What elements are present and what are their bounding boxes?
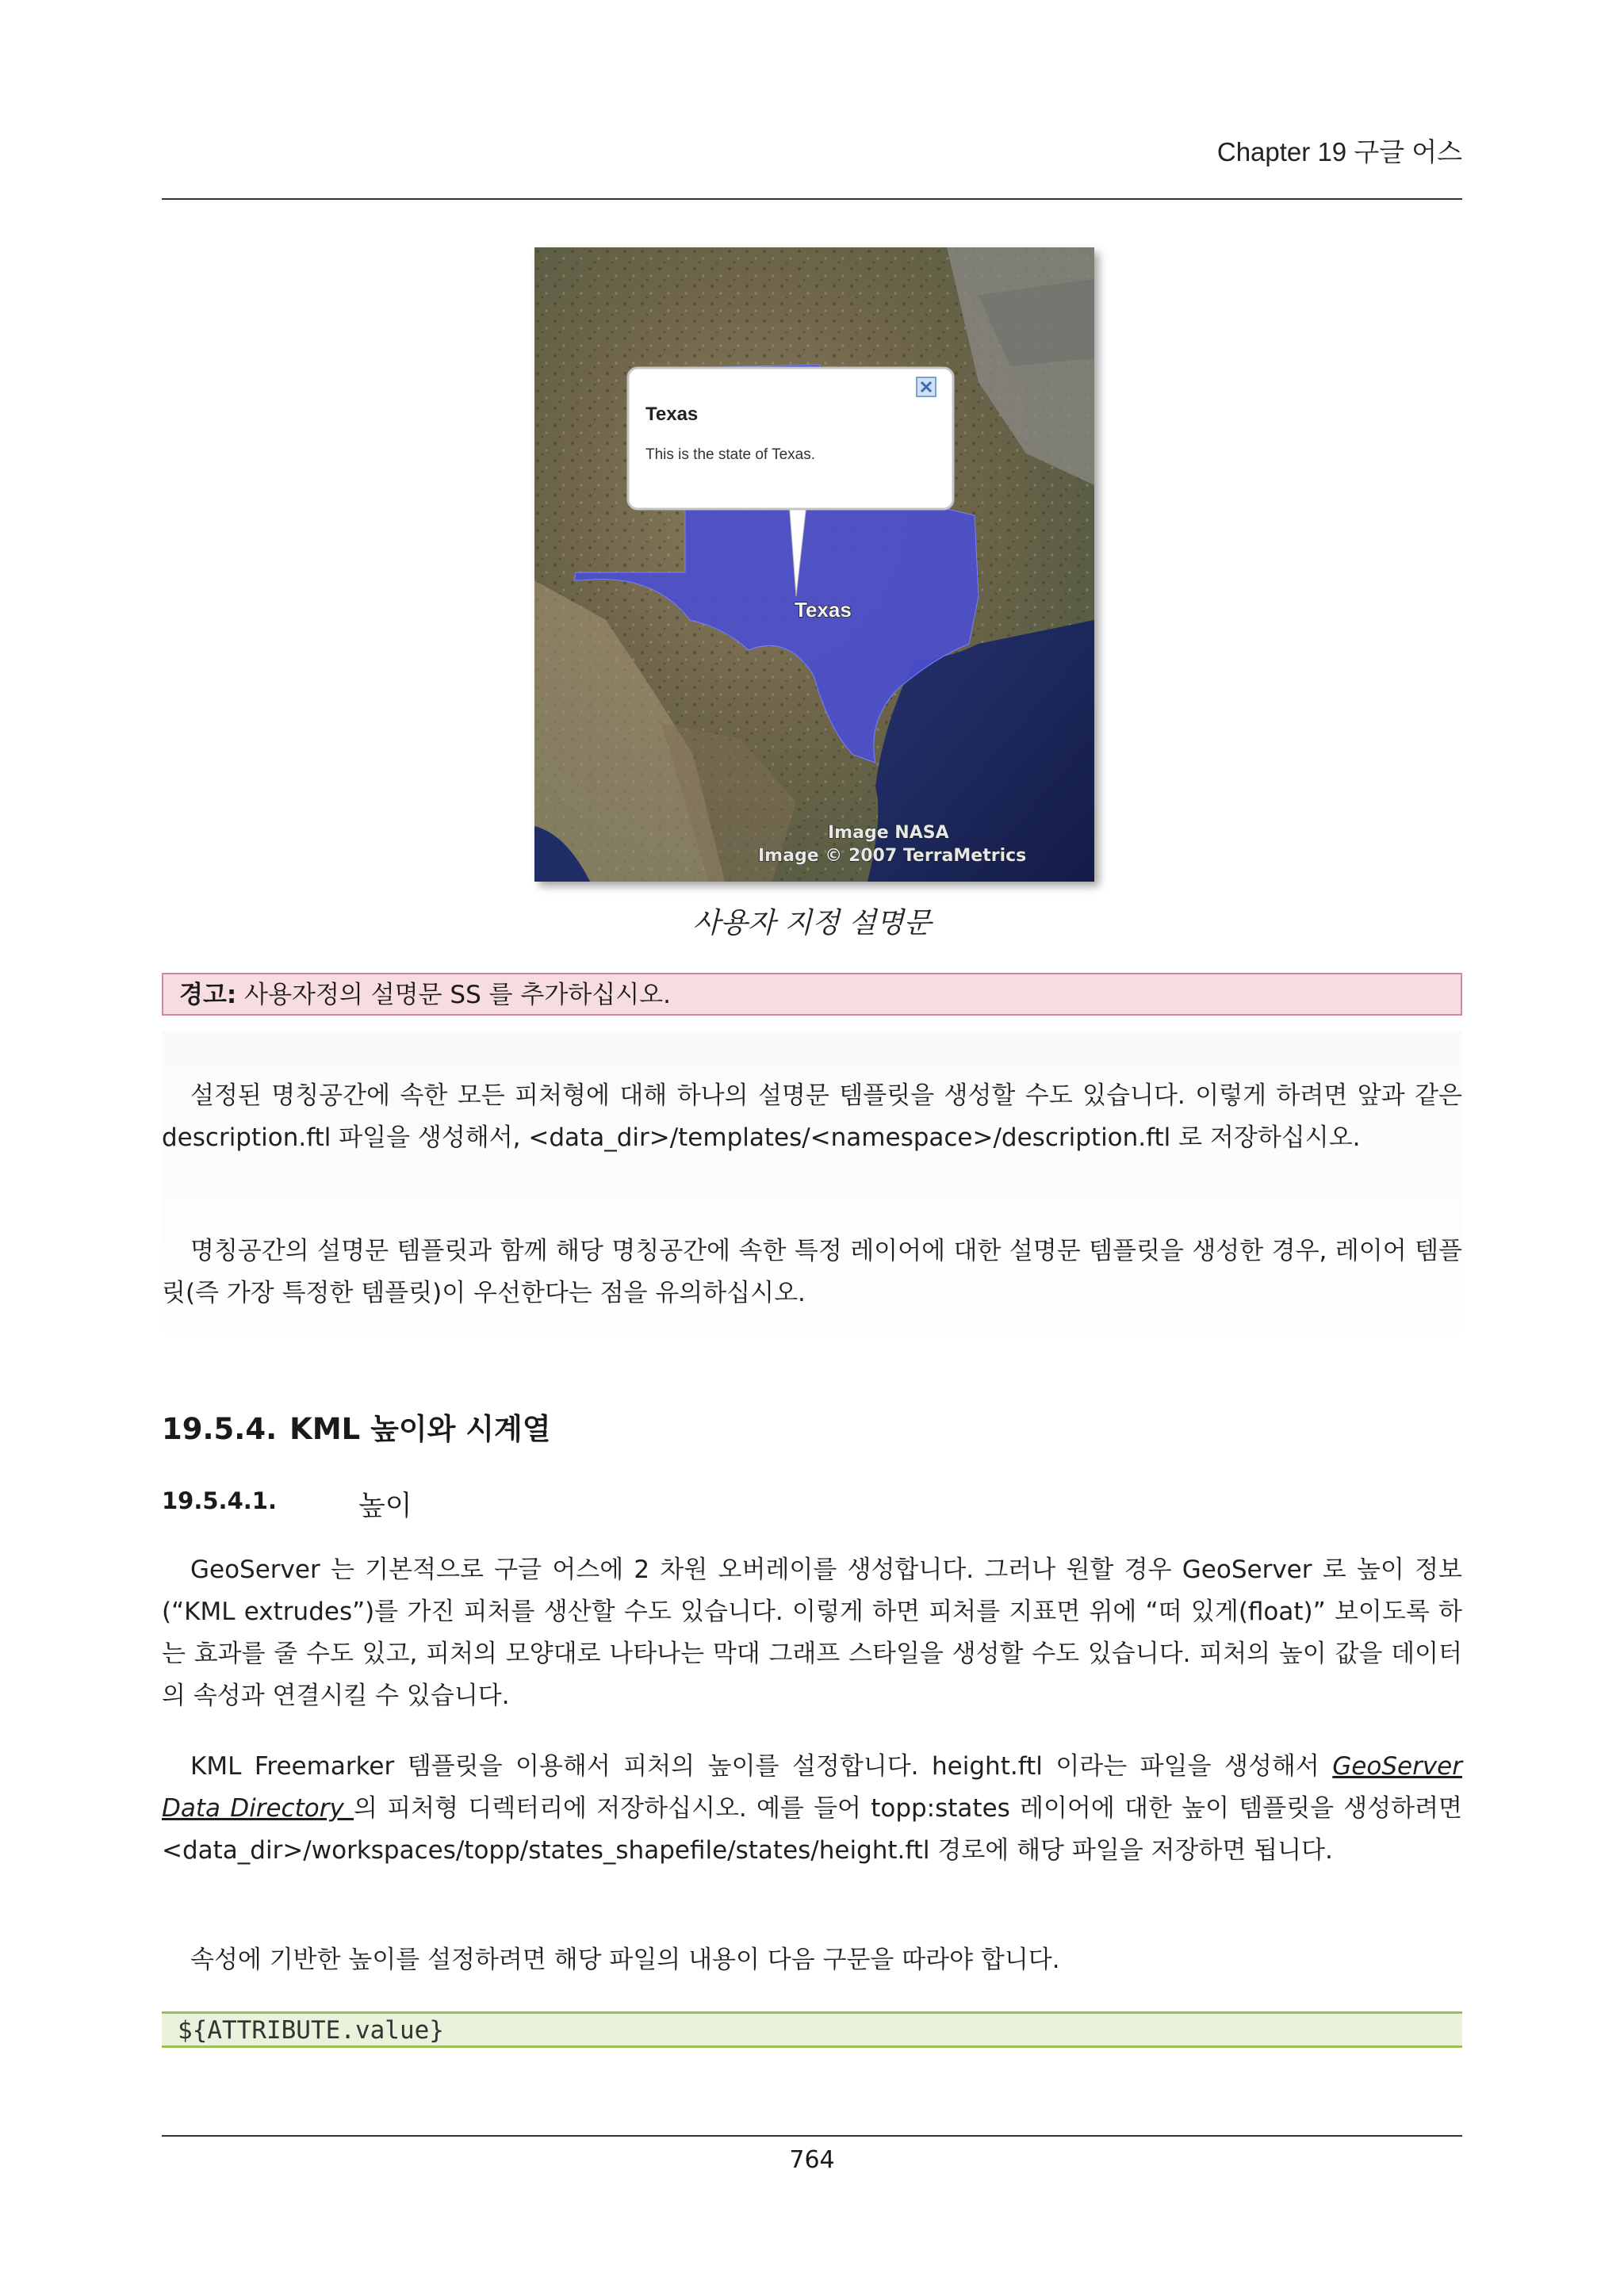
balloon-title: Texas — [645, 404, 699, 425]
info-balloon — [628, 368, 953, 509]
page-number: 764 — [789, 2146, 835, 2174]
paragraph-5 — [162, 1939, 1462, 1981]
paragraph-4-part-b: 의 피처형 디렉터리에 저장하십시오. 예를 들어 topp:states 레이어에 대한 높이 템플릿을 생성하려면 <data_dir>/workspaces/topp/states_shapefile/states/height.ftl 경로에 해당 파일을 저장하면 됩니다. — [162, 1794, 1462, 1865]
code-block: ${ATTRIBUTE.value} — [162, 2011, 1462, 2048]
warning-box — [162, 973, 1462, 1016]
paragraph-4-part-a: KML Freemarker 템플릿을 이용해서 피처의 높이를 설정합니다. height.ftl 이라는 파일을 생성해서 — [190, 1752, 1333, 1781]
warning-label: 경고: — [179, 981, 237, 1009]
google-earth-figure — [534, 247, 1094, 882]
section-heading — [162, 1405, 550, 1448]
satellite-map-image — [534, 247, 1094, 882]
paragraph-3-text: GeoServer 는 기본적으로 구글 어스에 2 차원 오버레이를 생성합니다. 그러나 원할 경우 GeoServer 로 높이 정보(“KML extrudes”)를 가진 피처를 생산할 수도 있습니다. 이렇게 하면 피처를 지표면 위에 “떠 있게(float)” 보이도록 하는 효과를 줄 수도 있고, 피처의 모양대로 나타나는 막대 그래프 스타일을 생성할 수도 있습니다. 피처의 높이 값을 데이터의 속성과 연결시킬 수 있습니다. — [162, 1556, 1462, 1710]
paragraph-1-text: 설정된 명칭공간에 속한 모든 피처형에 대해 하나의 설명문 템플릿을 생성할 수도 있습니다. 이렇게 하려면 앞과 같은 description.ftl 파일을 생성해서, <data_dir>/templates/<namespace>/description.ftl 로 저장하십시오. — [162, 1081, 1462, 1152]
subsection-heading — [162, 1487, 638, 1522]
figure-caption: 사용자 지정 설명문 — [692, 907, 932, 939]
geoserver-data-directory-link[interactable]: GeoServer Data Directory — [162, 1752, 1462, 1823]
page-footer — [162, 2135, 1462, 2174]
paragraph-1 — [162, 1075, 1462, 1159]
page-header — [162, 119, 1462, 200]
section-number: 19.5.4. — [162, 1412, 278, 1446]
paragraph-4-text — [162, 1746, 1462, 1872]
paragraph-4 — [162, 1746, 1462, 1872]
balloon-text: This is the state of Texas. — [645, 446, 816, 463]
paragraph-5-text: 속성에 기반한 높이를 설정하려면 해당 파일의 내용이 다음 구문을 따라야 합니다. — [190, 1946, 1060, 1974]
map-label-texas: Texas — [795, 598, 852, 622]
chapter-title: Chapter 19 구글 어스 — [1216, 137, 1462, 166]
subsection-number: 19.5.4.1. — [162, 1487, 277, 1514]
warning-text: 사용자정의 설명문 SS 를 추가하십시오. — [236, 981, 671, 1009]
subsection-title: 높이 — [358, 1490, 412, 1522]
image-credit-terrametrics: Image © 2007 TerraMetrics — [758, 846, 1027, 866]
image-credit-nasa: Image NASA — [828, 823, 949, 843]
paragraph-3 — [162, 1549, 1462, 1717]
paragraph-2-text: 명칭공간의 설명문 템플릿과 함께 해당 명칭공간에 속한 특정 레이어에 대한 설명문 템플릿을 생성한 경우, 레이어 템플릿(즉 가장 특정한 템플릿)이 우선한다는 점을 유의하십시오. — [162, 1237, 1462, 1307]
section-title: KML 높이와 시계열 — [289, 1412, 551, 1446]
paragraph-2 — [162, 1230, 1462, 1314]
